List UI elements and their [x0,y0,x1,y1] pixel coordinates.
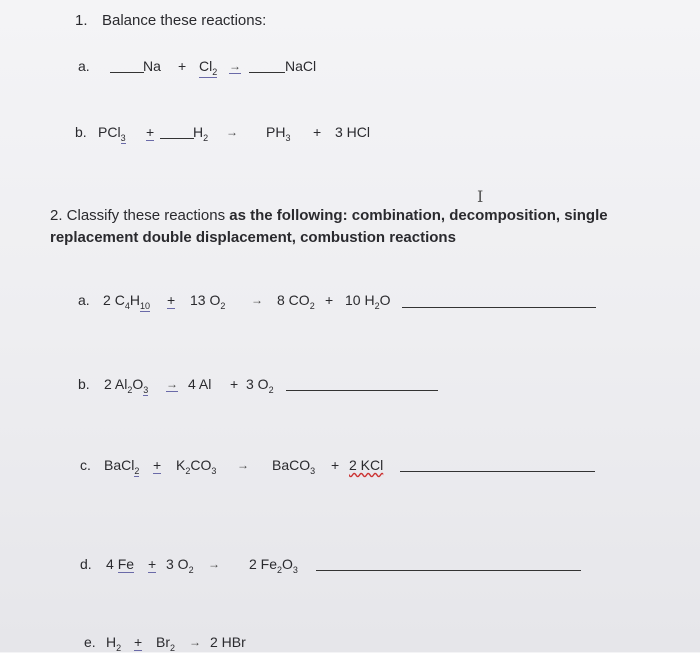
q1b-product-1: $PH_3$ [266,124,291,143]
q1b-blank[interactable] [160,138,194,139]
q1b-reactant-2: $H_2$ [193,124,209,143]
q1a-arrow: → [229,59,241,73]
q2a-product-2: 10 $H_2O$ [345,292,391,311]
q1b-label: b. [75,124,87,140]
q2b-product-2: 3 $O_2$ [246,376,274,395]
q2b-answer-line[interactable] [286,390,438,391]
q2-title-line-2: replacement double displacement, combustion reactions [50,229,456,246]
q2e-reactant-1: $H_2$ [106,634,122,653]
q1a-label: a. [78,58,90,74]
q2d-plus-1: + [148,556,157,572]
q2c-label: c. [80,457,91,473]
q1a-plus: + [178,58,187,74]
q2e-arrow: → [189,635,201,649]
q2a-plus-2: + [325,292,334,308]
q2a-reactant-2: 13 $O_2$ [190,292,226,311]
q1a-reactant-2: $Cl_2$ [199,58,218,77]
q2c-answer-line[interactable] [400,471,595,472]
q1b-product-2: 3 HCl [335,124,371,140]
q2c-product-1: BaCO$_3$ [272,457,316,476]
q1-number: 1. [75,12,88,29]
q2e-plus: + [134,634,143,650]
q1b-plus-2: + [313,124,322,140]
q2c-plus-1: + [153,457,162,473]
q1b-plus-1: + [146,124,155,140]
q2d-answer-line[interactable] [316,570,581,571]
q2d-arrow: → [208,557,220,571]
q2a-arrow: → [251,293,263,307]
q2b-label: b. [78,376,90,392]
q2c-reactant-2: $K_2CO_3$ [176,457,217,476]
q2c-arrow: → [237,458,249,472]
q2d-reactant-2: 3 $O_2$ [166,556,194,575]
q1a-blank-2[interactable] [249,72,285,73]
q1a-product-1: NaCl [285,58,317,74]
text-cursor-icon: I [477,187,484,206]
q2e-label: e. [84,634,96,650]
q2c-plus-2: + [331,457,340,473]
q2e-product-1: 2 HBr [210,634,246,650]
q2d-product-1: 2 $Fe_2O_3$ [249,556,298,575]
q2b-product-1: 4 Al [188,376,212,392]
q2c-product-2: 2 KCl [349,457,384,473]
q2d-label: d. [80,556,92,572]
q2a-plus-1: + [167,292,176,308]
q2a-reactant-1: 2 $C_4H_{10}$ [103,292,150,311]
q2b-plus: + [230,376,239,392]
q2-title-line-1: 2. Classify these reactions as the following: combination, decomposition, single [50,207,608,224]
q1a-reactant-1: Na [143,58,161,74]
q2b-arrow: → [166,377,178,391]
q2e-reactant-2: $Br_2$ [156,634,176,653]
q2b-reactant-1: 2 $Al_2O_3$ [104,376,149,395]
q2c-reactant-1: BaCl$_2$ [104,457,140,476]
q1b-arrow: → [226,125,238,139]
q2d-reactant-1: 4 Fe [106,556,135,572]
q2a-label: a. [78,292,90,308]
q2a-product-1: 8 $CO_2$ [277,292,315,311]
q1b-reactant-1: PCl$_3$ [98,124,126,143]
q1-title: Balance these reactions: [102,12,267,29]
q1a-blank-1[interactable] [110,72,144,73]
q2a-answer-line[interactable] [402,307,596,308]
